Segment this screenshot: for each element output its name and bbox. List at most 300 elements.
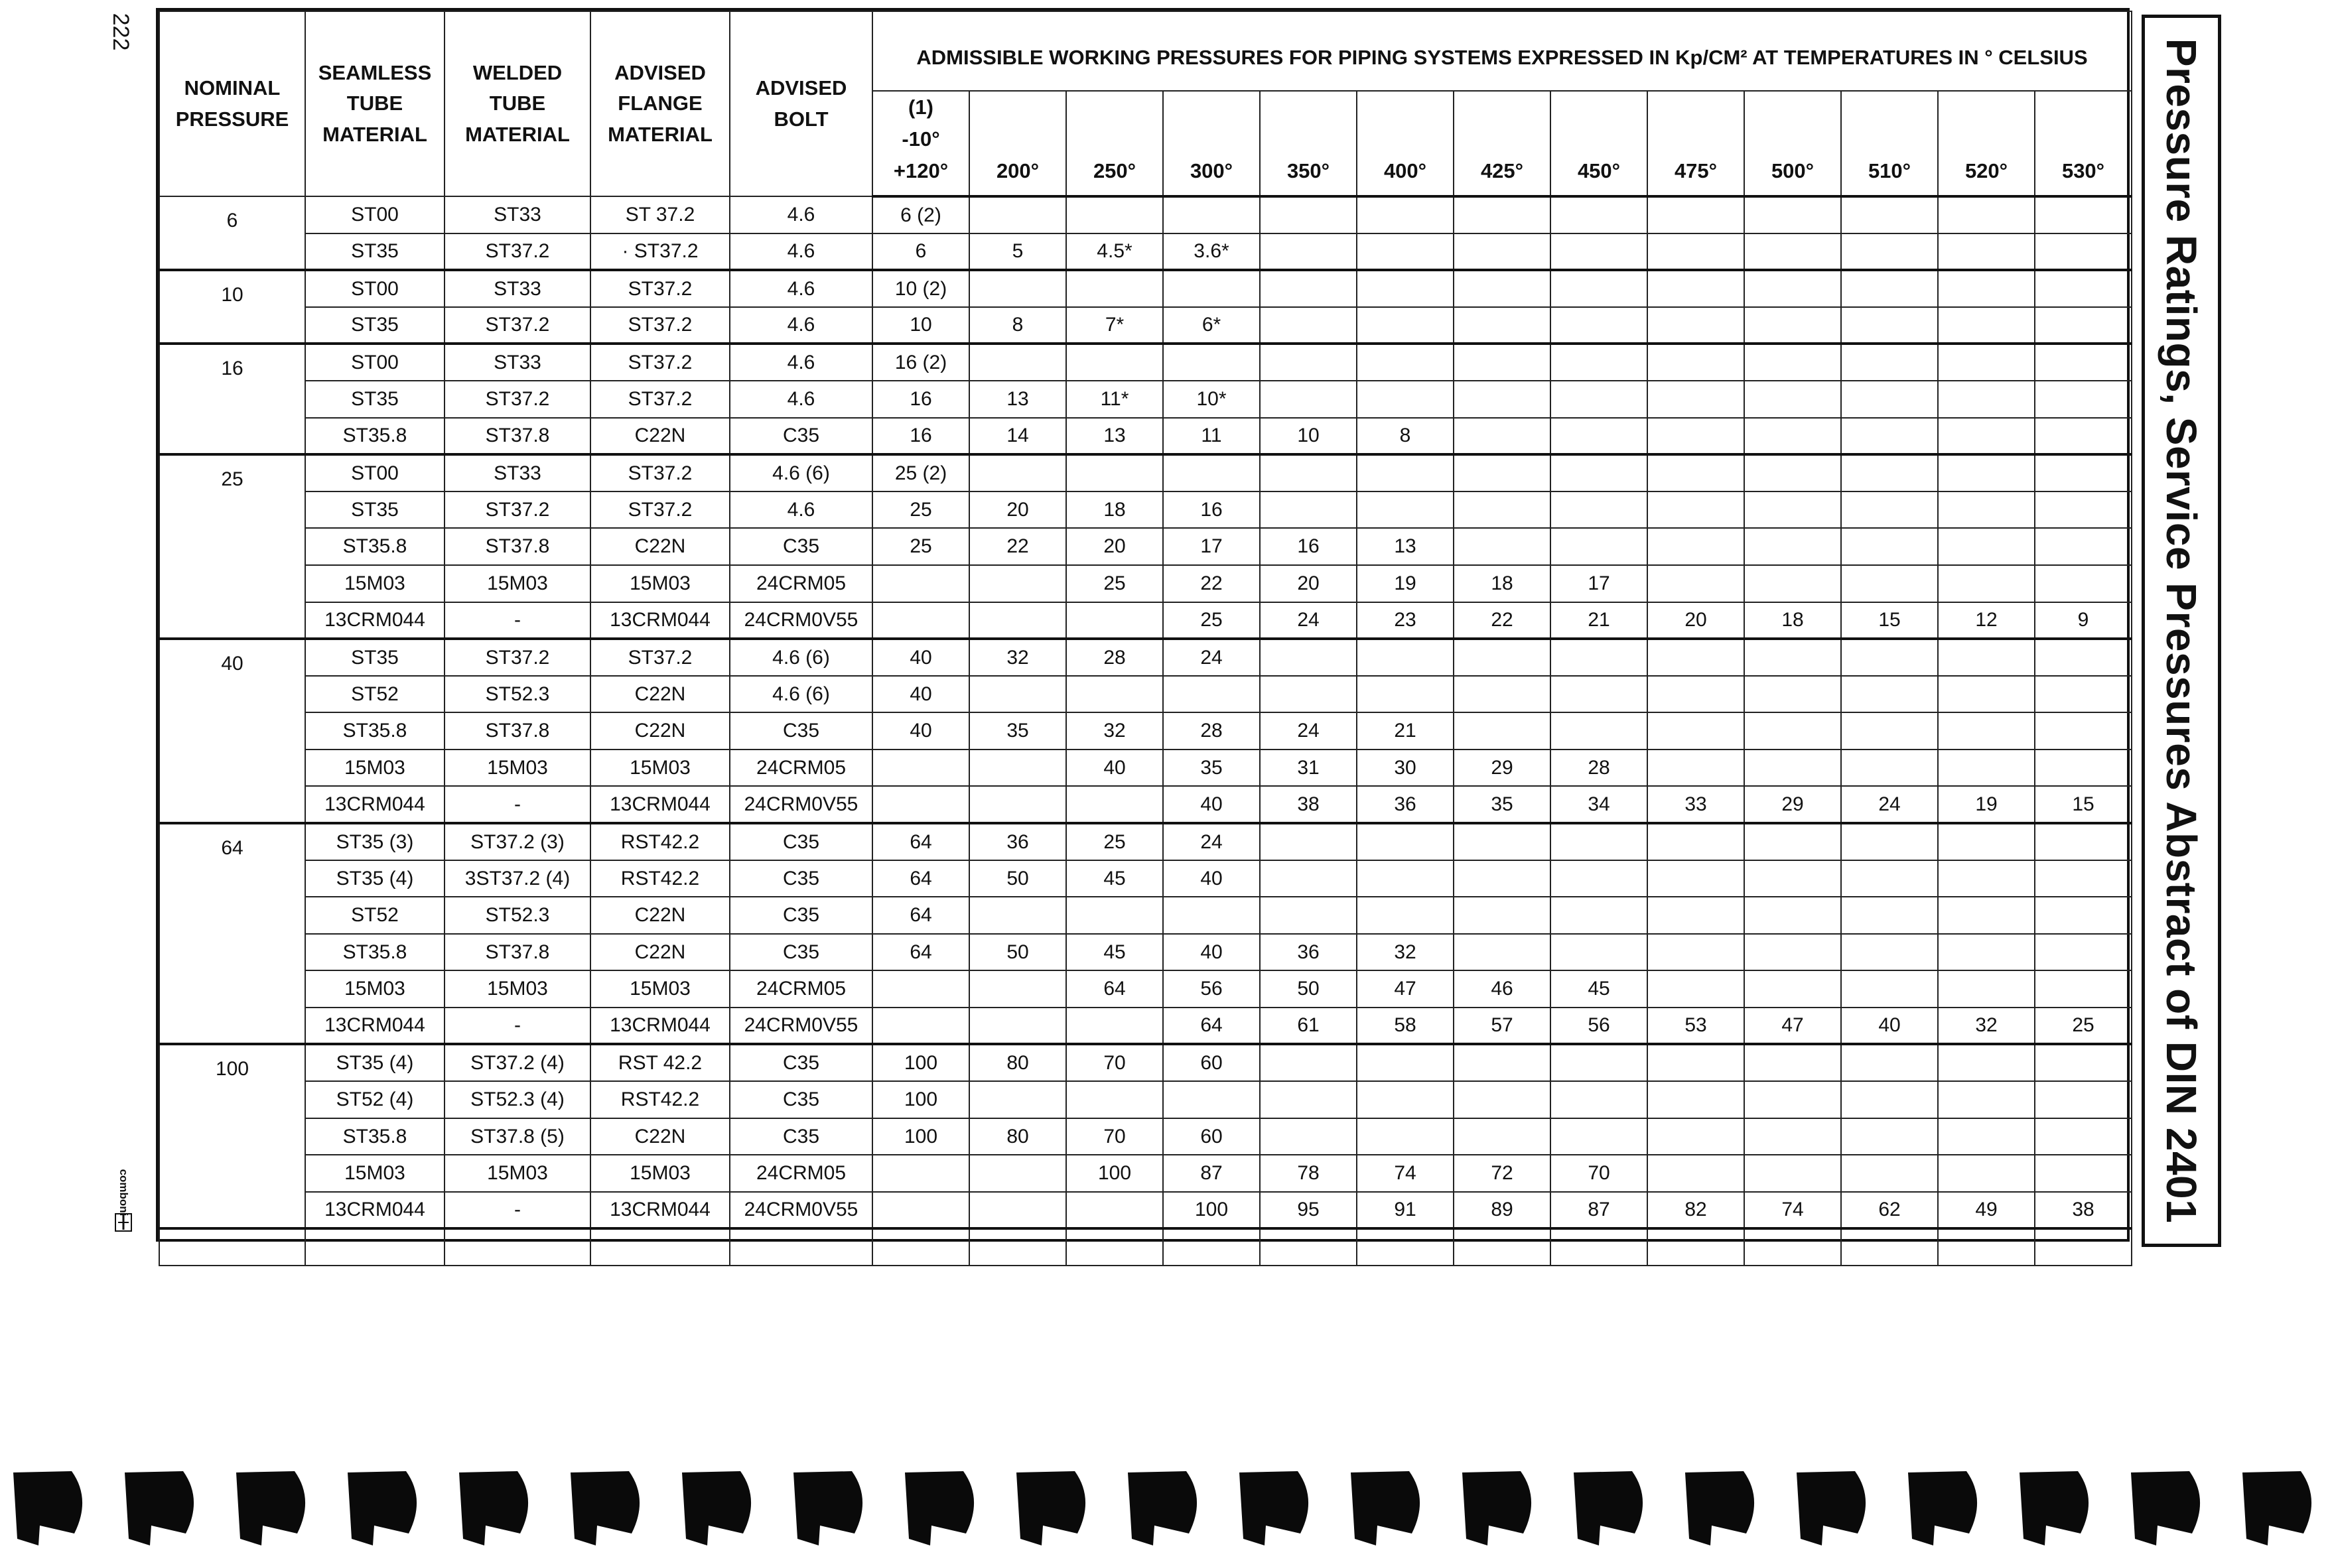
pressure-value-cell: [872, 750, 969, 787]
pressure-value-cell: [1357, 307, 1454, 344]
pressure-value-cell: 47: [1744, 1008, 1841, 1045]
pressure-value-cell: [1938, 860, 2035, 897]
material-cell: ST37.2: [590, 454, 730, 491]
pressure-value-cell: 29: [1744, 786, 1841, 823]
pressure-value-cell: 64: [1066, 970, 1163, 1008]
table-row: [159, 1118, 2132, 1155]
material-cell: 13CRM044: [305, 1008, 445, 1045]
pressure-value-cell: [1260, 307, 1357, 344]
pressure-value-cell: [1260, 1081, 1357, 1118]
pressure-value-cell: 40: [872, 639, 969, 676]
table-row: [159, 565, 2132, 602]
pressure-value-cell: 24: [1260, 712, 1357, 750]
pressure-value-cell: [1841, 233, 1938, 271]
header-temp-3: 350°: [1260, 91, 1357, 196]
pressure-value-cell: [2035, 1155, 2132, 1192]
material-cell: 4.6 (6): [730, 454, 872, 491]
pressure-value-cell: [1841, 196, 1938, 233]
material-cell: RST 42.2: [590, 1044, 730, 1081]
pressure-value-cell: [1550, 639, 1647, 676]
pressure-value-cell: [1066, 344, 1163, 381]
pressure-value-cell: [1647, 418, 1744, 455]
pressure-value-cell: [1357, 860, 1454, 897]
pressure-value-cell: [1647, 970, 1744, 1008]
pressure-value-cell: [1550, 418, 1647, 455]
pressure-value-cell: 64: [872, 823, 969, 860]
material-cell: 13CRM044: [590, 1008, 730, 1045]
material-cell: ST33: [445, 270, 590, 307]
pressure-value-cell: [1357, 344, 1454, 381]
pressure-value-cell: 91: [1357, 1192, 1454, 1229]
pressure-value-cell: 11*: [1066, 381, 1163, 418]
pressure-value-cell: 100: [872, 1044, 969, 1081]
pressure-value-cell: 25: [2035, 1008, 2132, 1045]
pressure-value-cell: [1647, 1228, 1744, 1266]
pressure-value-cell: 17: [1550, 565, 1647, 602]
pressure-value-cell: [1744, 1081, 1841, 1118]
table-row: [159, 454, 2132, 491]
material-cell: ST33: [445, 454, 590, 491]
pressure-value-cell: [1260, 233, 1357, 271]
table-row: [159, 1228, 2132, 1266]
pressure-value-cell: [1260, 491, 1357, 529]
pressure-value-cell: 40: [872, 712, 969, 750]
pressure-value-cell: [1550, 897, 1647, 934]
pressure-value-cell: [1357, 381, 1454, 418]
material-cell: ST37.2: [590, 307, 730, 344]
pressure-value-cell: [1841, 897, 1938, 934]
material-cell: ST 37.2: [590, 196, 730, 233]
material-cell: 13CRM044: [590, 786, 730, 823]
pressure-value-cell: [1066, 196, 1163, 233]
nominal-pressure-cell: [159, 786, 305, 823]
pressure-value-cell: 24: [1841, 786, 1938, 823]
pressure-value-cell: [872, 1228, 969, 1266]
material-cell: 4.6: [730, 491, 872, 529]
pressure-value-cell: 13: [1357, 528, 1454, 565]
pressure-value-cell: [1454, 1228, 1550, 1266]
material-cell: -: [445, 602, 590, 639]
pressure-value-cell: [1357, 823, 1454, 860]
pressure-value-cell: [1454, 676, 1550, 713]
pressure-value-cell: [1454, 344, 1550, 381]
pressure-value-cell: [1841, 1228, 1938, 1266]
pressure-value-cell: [2035, 639, 2132, 676]
pressure-value-cell: [1744, 270, 1841, 307]
material-cell: ST35: [305, 381, 445, 418]
pressure-value-cell: 36: [969, 823, 1066, 860]
nominal-pressure-cell: [159, 233, 305, 271]
pressure-value-cell: [1647, 1081, 1744, 1118]
pressure-value-cell: [2035, 454, 2132, 491]
header-flange-material: ADVISED FLANGE MATERIAL: [590, 11, 730, 196]
note-1: (1): [908, 96, 933, 119]
binding-hole-icon: [236, 1471, 305, 1545]
pressure-value-cell: 19: [1938, 786, 2035, 823]
pressure-value-cell: [1647, 934, 1744, 971]
pressure-value-cell: [1938, 970, 2035, 1008]
table-row: [159, 602, 2132, 639]
pressure-value-cell: 62: [1841, 1192, 1938, 1229]
pressure-value-cell: 19: [1357, 565, 1454, 602]
pressure-value-cell: [1647, 454, 1744, 491]
pressure-value-cell: [1647, 565, 1744, 602]
table-row: [159, 970, 2132, 1008]
pressure-value-cell: [1938, 750, 2035, 787]
pressure-value-cell: 8: [969, 307, 1066, 344]
pressure-value-cell: [1454, 1081, 1550, 1118]
pressure-value-cell: [1260, 1228, 1357, 1266]
pressure-value-cell: [1454, 934, 1550, 971]
pressure-value-cell: 28: [1550, 750, 1647, 787]
pressure-value-cell: 10: [872, 307, 969, 344]
temp-low: -10°: [902, 127, 940, 151]
pressure-value-cell: 40: [1163, 786, 1260, 823]
pressure-value-cell: 64: [872, 934, 969, 971]
pressure-value-cell: [1938, 528, 2035, 565]
material-cell: ST35: [305, 491, 445, 529]
pressure-value-cell: 74: [1744, 1192, 1841, 1229]
title-box: [2142, 15, 2221, 1247]
material-cell: [590, 1228, 730, 1266]
material-cell: 15M03: [305, 565, 445, 602]
pressure-value-cell: 6 (2): [872, 196, 969, 233]
pressure-value-cell: [1163, 897, 1260, 934]
pressure-value-cell: 60: [1163, 1118, 1260, 1155]
pressure-value-cell: [1647, 750, 1744, 787]
pressure-value-cell: [1550, 491, 1647, 529]
pressure-value-cell: [1647, 823, 1744, 860]
material-cell: 15M03: [445, 750, 590, 787]
binding-hole-icon: [1351, 1471, 1420, 1545]
pressure-value-cell: 40: [1163, 860, 1260, 897]
binding-hole-icon: [905, 1471, 974, 1545]
pressure-value-cell: [1938, 270, 2035, 307]
pressure-value-cell: [1454, 454, 1550, 491]
material-cell: 24CRM05: [730, 565, 872, 602]
pressure-value-cell: 89: [1454, 1192, 1550, 1229]
material-cell: 13CRM044: [590, 602, 730, 639]
pressure-value-cell: 50: [969, 860, 1066, 897]
material-cell: 4.6: [730, 307, 872, 344]
material-cell: ST52.3: [445, 897, 590, 934]
pressure-value-cell: 80: [969, 1044, 1066, 1081]
pressure-value-cell: [969, 676, 1066, 713]
material-cell: 15M03: [445, 1155, 590, 1192]
pressure-value-cell: [1454, 233, 1550, 271]
pressure-value-cell: 45: [1066, 934, 1163, 971]
pressure-value-cell: [1938, 418, 2035, 455]
pressure-value-cell: [1550, 712, 1647, 750]
header-temp-7: 475°: [1647, 91, 1744, 196]
binding-hole-icon: [571, 1471, 640, 1545]
pressure-value-cell: 70: [1066, 1118, 1163, 1155]
pressure-value-cell: [2035, 1118, 2132, 1155]
material-cell: C22N: [590, 418, 730, 455]
pressure-value-cell: 16 (2): [872, 344, 969, 381]
pressure-value-cell: [1454, 712, 1550, 750]
pressure-value-cell: [1163, 196, 1260, 233]
pressure-value-cell: 87: [1163, 1155, 1260, 1192]
material-cell: C22N: [590, 934, 730, 971]
pressure-value-cell: [1841, 1118, 1938, 1155]
nominal-pressure-cell: [159, 970, 305, 1008]
pressure-value-cell: [1938, 491, 2035, 529]
pressure-value-cell: [1454, 860, 1550, 897]
pressure-value-cell: 3.6*: [1163, 233, 1260, 271]
nominal-pressure-cell: [159, 1081, 305, 1118]
pressure-value-cell: [1454, 418, 1550, 455]
pressure-value-cell: [872, 602, 969, 639]
pressure-value-cell: [1357, 233, 1454, 271]
pressure-value-cell: 13: [1066, 418, 1163, 455]
pressure-value-cell: [1647, 897, 1744, 934]
pressure-value-cell: [1938, 712, 2035, 750]
pressure-value-cell: [1550, 233, 1647, 271]
pressure-value-cell: 95: [1260, 1192, 1357, 1229]
binding-hole-icon: [793, 1471, 862, 1545]
pressure-value-cell: 45: [1550, 970, 1647, 1008]
pressure-value-cell: [1357, 676, 1454, 713]
pressure-value-cell: [1647, 381, 1744, 418]
pressure-value-cell: [1938, 1155, 2035, 1192]
pressure-value-cell: 60: [1163, 1044, 1260, 1081]
pressure-value-cell: [1744, 823, 1841, 860]
material-cell: ST37.2: [590, 344, 730, 381]
pressure-table-frame: [156, 8, 2130, 1242]
binding-hole-icon: [2242, 1471, 2311, 1545]
pressure-value-cell: [1066, 786, 1163, 823]
pressure-value-cell: [1260, 676, 1357, 713]
pressure-value-cell: [1357, 1228, 1454, 1266]
table-row: [159, 344, 2132, 381]
pressure-value-cell: [969, 1192, 1066, 1229]
pressure-value-cell: 6*: [1163, 307, 1260, 344]
pressure-value-cell: 20: [1647, 602, 1744, 639]
material-cell: 4.6: [730, 270, 872, 307]
material-cell: C22N: [590, 897, 730, 934]
pressure-value-cell: 100: [872, 1118, 969, 1155]
pressure-value-cell: [1260, 639, 1357, 676]
material-cell: C35: [730, 528, 872, 565]
pressure-value-cell: [1550, 1228, 1647, 1266]
pressure-value-cell: [1357, 196, 1454, 233]
pressure-value-cell: [1454, 1044, 1550, 1081]
pressure-value-cell: [1938, 1228, 2035, 1266]
pressure-value-cell: [1260, 1044, 1357, 1081]
pressure-value-cell: 40: [872, 676, 969, 713]
pressure-value-cell: [1260, 381, 1357, 418]
pressure-value-cell: [1647, 344, 1744, 381]
material-cell: 15M03: [590, 750, 730, 787]
pressure-value-cell: [1066, 1228, 1163, 1266]
pressure-value-cell: [1744, 1155, 1841, 1192]
pressure-value-cell: [1454, 823, 1550, 860]
pressure-value-cell: [1647, 307, 1744, 344]
header-temp-9: 510°: [1841, 91, 1938, 196]
pressure-value-cell: [1938, 344, 2035, 381]
nominal-pressure-cell: [159, 1228, 305, 1266]
pressure-value-cell: [1744, 934, 1841, 971]
material-cell: ST37.2: [590, 381, 730, 418]
pressure-value-cell: 22: [969, 528, 1066, 565]
nominal-pressure-cell: 10: [159, 270, 305, 307]
pressure-value-cell: [1647, 528, 1744, 565]
material-cell: 24CRM0V55: [730, 1008, 872, 1045]
pressure-value-cell: [2035, 1081, 2132, 1118]
material-cell: C35: [730, 1118, 872, 1155]
binding-hole-icon: [1908, 1471, 1977, 1545]
pressure-value-cell: 25 (2): [872, 454, 969, 491]
material-cell: RST42.2: [590, 823, 730, 860]
pressure-value-cell: [1260, 823, 1357, 860]
pressure-value-cell: 18: [1744, 602, 1841, 639]
pressure-value-cell: 20: [969, 491, 1066, 529]
pressure-value-cell: 21: [1550, 602, 1647, 639]
pressure-value-cell: [969, 1008, 1066, 1045]
pressure-value-cell: [1260, 454, 1357, 491]
pressure-value-cell: [1550, 823, 1647, 860]
material-cell: C35: [730, 1044, 872, 1081]
pressure-value-cell: 38: [2035, 1192, 2132, 1229]
material-cell: ST35.8: [305, 1118, 445, 1155]
material-cell: ST35.8: [305, 712, 445, 750]
pressure-value-cell: [1357, 270, 1454, 307]
pressure-value-cell: 100: [1163, 1192, 1260, 1229]
pressure-value-cell: [1066, 1192, 1163, 1229]
pressure-value-cell: [1260, 860, 1357, 897]
pressure-value-cell: [1163, 676, 1260, 713]
nominal-pressure-cell: [159, 602, 305, 639]
pressure-value-cell: 35: [1163, 750, 1260, 787]
pressure-value-cell: 16: [872, 381, 969, 418]
nominal-pressure-cell: [159, 712, 305, 750]
pressure-value-cell: [1744, 233, 1841, 271]
pressure-value-cell: [1647, 233, 1744, 271]
pressure-value-cell: [1938, 639, 2035, 676]
pressure-value-cell: [1841, 1155, 1938, 1192]
table-row: [159, 897, 2132, 934]
pressure-value-cell: [1938, 381, 2035, 418]
binding-hole-icon: [2131, 1471, 2200, 1545]
material-cell: ST35.8: [305, 934, 445, 971]
pressure-value-cell: 18: [1066, 491, 1163, 529]
pressure-value-cell: [2035, 712, 2132, 750]
material-cell: C35: [730, 860, 872, 897]
pressure-value-cell: [1550, 528, 1647, 565]
pressure-value-cell: 23: [1357, 602, 1454, 639]
nominal-pressure-cell: 40: [159, 639, 305, 676]
binding-hole-icon: [1574, 1471, 1643, 1545]
binding-hole-icon: [1685, 1471, 1754, 1545]
binding-hole-icon: [459, 1471, 528, 1545]
pressure-value-cell: [1163, 454, 1260, 491]
pressure-value-cell: 47: [1357, 970, 1454, 1008]
pressure-value-cell: [1163, 270, 1260, 307]
pressure-value-cell: 10: [1260, 418, 1357, 455]
pressure-value-cell: 36: [1357, 786, 1454, 823]
material-cell: ST37.2: [590, 491, 730, 529]
nominal-pressure-cell: [159, 307, 305, 344]
material-cell: -: [445, 1192, 590, 1229]
pressure-value-cell: [1357, 454, 1454, 491]
material-cell: -: [445, 786, 590, 823]
pressure-value-cell: 40: [1841, 1008, 1938, 1045]
pressure-value-cell: [2035, 491, 2132, 529]
pressure-value-cell: [1841, 934, 1938, 971]
pressure-value-cell: 78: [1260, 1155, 1357, 1192]
pressure-value-cell: [1744, 897, 1841, 934]
pressure-value-cell: 14: [969, 418, 1066, 455]
pressure-value-cell: [1550, 454, 1647, 491]
nominal-pressure-cell: [159, 528, 305, 565]
pressure-value-cell: [1841, 823, 1938, 860]
nominal-pressure-cell: 16: [159, 344, 305, 381]
material-cell: ST35 (4): [305, 860, 445, 897]
pressure-value-cell: [1938, 823, 2035, 860]
temp-high: +120°: [893, 159, 949, 183]
material-cell: C35: [730, 1081, 872, 1118]
spiral-binding-holes: [0, 1446, 2330, 1568]
pressure-value-cell: [969, 565, 1066, 602]
pressure-value-cell: 29: [1454, 750, 1550, 787]
table-row: [159, 528, 2132, 565]
table-row: [159, 1155, 2132, 1192]
pressure-value-cell: 12: [1938, 602, 2035, 639]
pressure-value-cell: [1066, 676, 1163, 713]
pressure-value-cell: 18: [1454, 565, 1550, 602]
pressure-value-cell: [1938, 934, 2035, 971]
pressure-value-cell: 24: [1260, 602, 1357, 639]
pressure-value-cell: [1841, 454, 1938, 491]
pressure-value-cell: 74: [1357, 1155, 1454, 1192]
pressure-value-cell: 70: [1550, 1155, 1647, 1192]
pressure-value-cell: [1454, 639, 1550, 676]
pressure-value-cell: [1938, 676, 2035, 713]
material-cell: [445, 1228, 590, 1266]
pressure-value-cell: [1260, 344, 1357, 381]
pressure-value-cell: 58: [1357, 1008, 1454, 1045]
pressure-value-cell: [1841, 1044, 1938, 1081]
table-row: [159, 750, 2132, 787]
material-cell: C22N: [590, 712, 730, 750]
pressure-value-cell: 28: [1066, 639, 1163, 676]
binding-hole-icon: [682, 1471, 751, 1545]
material-cell: ST37.2: [445, 381, 590, 418]
nominal-pressure-cell: [159, 860, 305, 897]
nominal-pressure-cell: [159, 491, 305, 529]
material-cell: 13CRM044: [590, 1192, 730, 1229]
pressure-value-cell: [1841, 1081, 1938, 1118]
binding-hole-icon: [1239, 1471, 1308, 1545]
pressure-value-cell: [872, 786, 969, 823]
nominal-pressure-cell: [159, 381, 305, 418]
pressure-value-cell: [969, 750, 1066, 787]
material-cell: ST37.8: [445, 418, 590, 455]
pressure-value-cell: [1744, 344, 1841, 381]
table-row: [159, 823, 2132, 860]
publisher-logo: [110, 1151, 137, 1234]
pressure-value-cell: [1550, 270, 1647, 307]
pressure-value-cell: [1357, 1081, 1454, 1118]
pressure-value-cell: [1647, 676, 1744, 713]
material-cell: ST00: [305, 196, 445, 233]
pressure-value-cell: [2035, 860, 2132, 897]
pressure-value-cell: 70: [1066, 1044, 1163, 1081]
pressure-value-cell: [1744, 1228, 1841, 1266]
pressure-value-cell: 87: [1550, 1192, 1647, 1229]
pressure-value-cell: [969, 970, 1066, 1008]
